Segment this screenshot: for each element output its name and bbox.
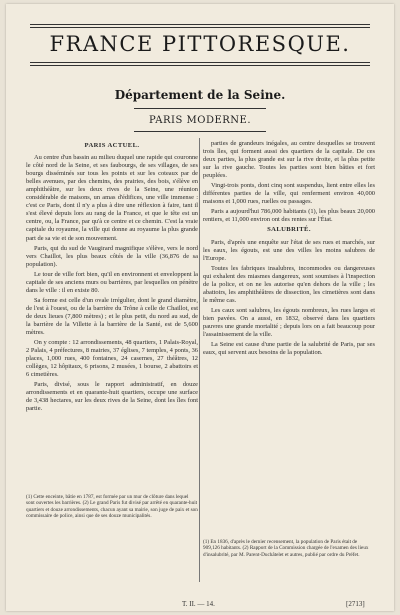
department-heading: Département de la Seine. — [114, 88, 286, 102]
paragraph: La Seine est cause d'une partie de la salubrité de Paris, par ses eaux, qui servent aux besoins de la population. — [203, 341, 375, 357]
paragraph: Toutes les fabriques insalubres, incommodes ou dangereuses qui exhalent des miasmes dangereux, sont soumises à l'inspection de la police, et on ne les autorise qu'en dehors de la ville ; les abattoirs, les amphithéâtres de dissection, les cimetières sont dans le même cas. — [203, 264, 375, 304]
section-rule — [134, 131, 266, 132]
paragraph: parties de grandeurs inégales, au centre desquelles se trouvent trois îles, qui forment aussi des quartiers de la capitale. De ces deux parties, la plus grande est sur la rive droite, et la plus petite sur la rive gauche. Toutes les parties sont bien bâties et fort peuplées. — [203, 140, 375, 180]
paragraph: On y compte : 12 arrondissements, 48 quartiers, 1 Palais-Royal, 2 Palais, 4 préfectures, 8 mairies, 37 églises, 7 temples, 4 ponts, 36 places, 1,000 rues, 400 fontaines, 24 casernes, 27 théâtres, 12 collèges, 12 hôpitaux, 6 prisons, 2 musées, 1 bourse, 2 abattoirs et 6 cimetières. — [26, 339, 198, 379]
top-rule — [30, 24, 370, 28]
right-footnotes: (1) En 1836, d'après le dernier recensement, la population de Paris était de 909,126 habitants. (2) Rapport de la Commission chargée de l'examen des lieux d'insalubrité, par M. Parent-Duchâtelet et autres, publié par ordre du Préfet. — [203, 539, 369, 558]
subtitle-rule — [134, 108, 266, 109]
page-title: FRANCE PITTORESQUE. — [49, 32, 351, 56]
volume-page-ref: T. II. — 14. — [182, 600, 215, 608]
paragraph: Sa forme est celle d'un ovale irrégulier, dont le grand diamètre, de l'est à l'ouest, ou de la barrière du Trône à celle de Chaillot, est de deux lieues (7,800 mètres) ; et le plus petit, du nord au sud, de la barrière de la Villette à la barrière de la Santé, est de 5,600 mètres. — [26, 296, 198, 337]
paragraph: Paris, divisé, sous le rapport administratif, en douze arrondissements et en quarante-huit quartiers, occupe une surface de 3,438 hectares, sur les deux rives de la Seine, dont les îles font partie. — [26, 381, 198, 413]
section-heading: PARIS MODERNE. — [148, 115, 252, 126]
column-divider — [199, 138, 200, 582]
paragraph: Les caux sont salubres, les égouts nombreux, les rues larges et bien pavées. On a aussi, en 1832, observé dans les quartiers pauvres une grande mortalité ; depuis lors on a fait beaucoup pour l'assainissement de la ville. — [203, 306, 375, 339]
plate-number: [2713] — [346, 600, 365, 608]
right-column — [203, 140, 375, 359]
paragraph: Le tour de ville fort bien, qu'il en environnent et enveloppent la capitale de ses anciens murs ou barrières, par lesquelles on pénètre dans le ville : il en existe 80. — [26, 270, 198, 294]
paragraph: Paris, qui du sud de Vaugirard magnifique s'élève, vers le nord vers Chaillot, les plus beaux côtés de la ville (36,876 de sa population). — [26, 244, 198, 268]
left-column — [26, 140, 198, 416]
document-page — [6, 4, 394, 611]
left-column-heading: PARIS ACTUEL. — [84, 142, 140, 149]
paragraph: Paris, d'après une enquête sur l'état de ses rues et marchés, sur les eaux, les égouts, est une des villes les moins salubres de l'Europe. — [203, 238, 375, 262]
title-rule — [30, 62, 370, 66]
left-footnotes: (1) Cette enceinte, bâtie en 1787, est formée par un mur de clôture dans lequel sont ouvertes les barrières. (2) Le grand Paris fut divisé par arrêté en quarante-huit quartiers et douze arrondissements, chacun ayant sa mairie, son juge de paix et son commissaire de police, ainsi que de ses douze municipalités. — [26, 494, 198, 520]
paragraph: Vingt-trois ponts, dont cinq sont suspendus, lient entre elles les différentes parties de la ville, qui renferment environ 40,000 maisons et 1,000 rues, ruelles ou passages. — [203, 182, 375, 206]
paragraph: Paris a aujourd'hui 786,000 habitants (1), les plus beaux 20,000 rentiers, et 11,000 environ ont des rentes sur l'État. — [203, 208, 375, 224]
right-column-heading: SALUBRITÉ. — [267, 226, 311, 234]
paragraph: Au centre d'un bassin au milieu duquel une rapide qui couronne le côté nord de la Seine, et ses faubourgs, de ses villages, de ses bourgs disséminés sur tous les points et sur les coteaux par de belles avenues, par des chemins, des prairies, des bois, s'élève en amphithéâtre, sur les deux rives de la Seine, une réunion considérable de maisons, un amas d'édifices, une ville immense : c'est ce Paris, dont il n'y a plus à dire une réflexion à faire, tant il s'est élevé depuis lors au rang de la France, et que le tête est un centre, ou, la France, par qu'à ce centre et ce chemin. C'est la vraie capitale du royaume, la ville qui donne au royaume la plus grande part de sa vie et de son mouvement. — [26, 154, 198, 242]
